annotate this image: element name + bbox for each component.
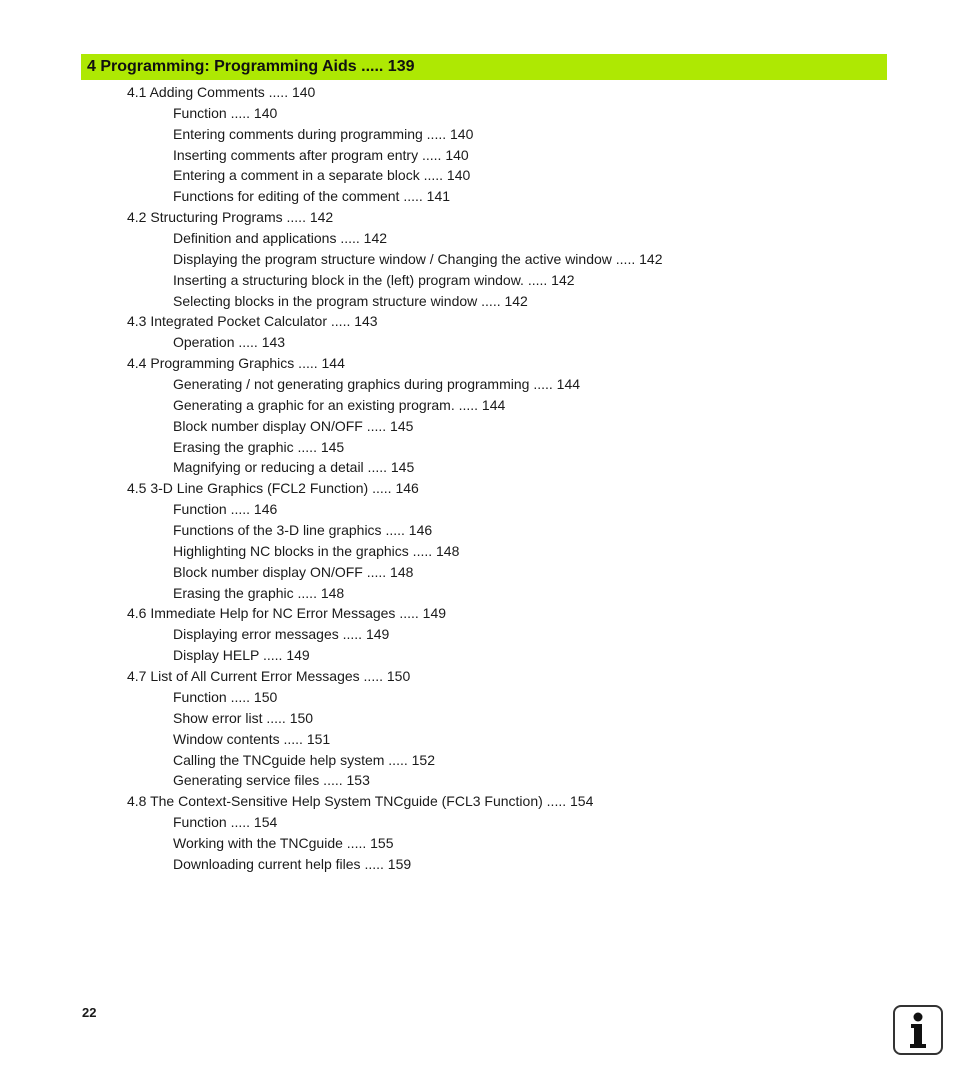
toc-section-entry[interactable]: 4.2 Structuring Programs ..... 142 [127, 209, 334, 226]
toc-section-entry[interactable]: 4.3 Integrated Pocket Calculator ..... 143 [127, 313, 378, 330]
toc-subsection-entry[interactable]: Calling the TNCguide help system ..... 152 [173, 751, 435, 768]
toc-subsection-entry[interactable]: Operation ..... 143 [173, 334, 286, 351]
toc-subsection-entry[interactable]: Highlighting NC blocks in the graphics ..... 148 [173, 542, 460, 559]
toc-section-entry[interactable]: 4.8 The Context-Sensitive Help System TNCguide (FCL3 Function) ..... 154 [127, 793, 594, 810]
toc-subsection-entry[interactable]: Selecting blocks in the program structure window ..... 142 [173, 292, 528, 309]
toc-subsection-entry[interactable]: Functions for editing of the comment ..... 141 [173, 188, 451, 205]
toc-subsection-entry[interactable]: Entering a comment in a separate block ..... 140 [173, 167, 471, 184]
toc-subsection-entry[interactable]: Generating service files ..... 153 [173, 772, 370, 789]
toc-subsection-entry[interactable]: Generating a graphic for an existing program. ..... 144 [173, 396, 506, 413]
toc-subsection-entry[interactable]: Entering comments during programming ..... 140 [173, 125, 474, 142]
toc-section-entry[interactable]: 4.7 List of All Current Error Messages ..... 150 [127, 668, 411, 685]
page-number: 22 [82, 1005, 97, 1020]
toc-subsection-entry[interactable]: Erasing the graphic ..... 145 [173, 438, 345, 455]
table-of-contents [0, 82, 954, 875]
toc-subsection-entry[interactable]: Function ..... 154 [173, 814, 278, 831]
toc-subsection-entry[interactable]: Working with the TNCguide ..... 155 [173, 834, 394, 851]
toc-subsection-entry[interactable]: Displaying error messages ..... 149 [173, 626, 390, 643]
toc-subsection-entry[interactable]: Generating / not generating graphics during programming ..... 144 [173, 376, 581, 393]
toc-subsection-entry[interactable]: Inserting a structuring block in the (left) program window. ..... 142 [173, 271, 575, 288]
toc-section-entry[interactable]: 4.6 Immediate Help for NC Error Messages ..... 149 [127, 605, 447, 622]
toc-subsection-entry[interactable]: Display HELP ..... 149 [173, 647, 310, 664]
chapter-heading [81, 54, 887, 80]
toc-subsection-entry[interactable]: Definition and applications ..... 142 [173, 230, 388, 247]
toc-subsection-entry[interactable]: Block number display ON/OFF ..... 145 [173, 417, 414, 434]
toc-section-entry[interactable]: 4.5 3-D Line Graphics (FCL2 Function) ..... 146 [127, 480, 419, 497]
info-icon [893, 1005, 943, 1055]
toc-section-entry[interactable]: 4.4 Programming Graphics ..... 144 [127, 355, 345, 372]
toc-subsection-entry[interactable]: Functions of the 3-D line graphics ..... 146 [173, 522, 433, 539]
chapter-title: 4 Programming: Programming Aids ..... 139 [87, 58, 415, 75]
toc-subsection-entry[interactable]: Downloading current help files ..... 159 [173, 855, 412, 872]
toc-subsection-entry[interactable]: Function ..... 150 [173, 688, 278, 705]
toc-subsection-entry[interactable]: Show error list ..... 150 [173, 709, 314, 726]
toc-subsection-entry[interactable]: Erasing the graphic ..... 148 [173, 584, 345, 601]
toc-subsection-entry[interactable]: Inserting comments after program entry ..... 140 [173, 146, 469, 163]
toc-subsection-entry[interactable]: Block number display ON/OFF ..... 148 [173, 563, 414, 580]
toc-subsection-entry[interactable]: Function ..... 140 [173, 104, 278, 121]
toc-subsection-entry[interactable]: Window contents ..... 151 [173, 730, 331, 747]
toc-subsection-entry[interactable]: Magnifying or reducing a detail ..... 145 [173, 459, 415, 476]
toc-subsection-entry[interactable]: Displaying the program structure window / Changing the active window ..... 142 [173, 250, 663, 267]
toc-section-entry[interactable]: 4.1 Adding Comments ..... 140 [127, 84, 316, 100]
toc-subsection-entry[interactable]: Function ..... 146 [173, 501, 278, 518]
